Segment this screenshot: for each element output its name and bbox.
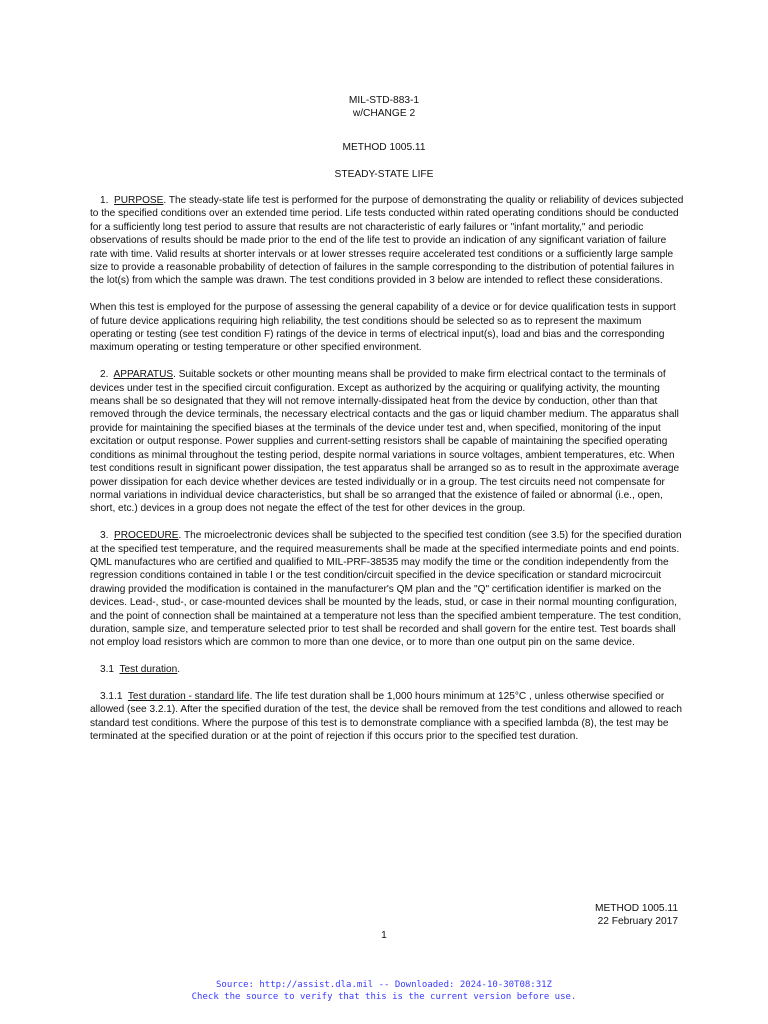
section-heading-procedure: PROCEDURE (114, 530, 179, 542)
section-number: 3.1.1 (100, 690, 123, 702)
source-notice (0, 980, 768, 1003)
section-heading-apparatus: APPARATUS (113, 369, 174, 381)
source-line-1: Source: http://assist.dla.mil -- Downloaded: 2024-10-30T08:31Z (216, 980, 552, 990)
footer-method: METHOD 1005.11 (594, 903, 678, 914)
footer-method-block (595, 902, 678, 929)
section-heading-purpose: PURPOSE (114, 195, 164, 206)
procedure-text: . The microelectronic devices shall be subjected to the specified test condition (see 3.5) for the specified duration at the specified test temperature, and the required measurements shall be made at the specified intermediate points and end points. QML manufactures who are certified and qualified to MIL-PRF-38535 may modify the time or the condition independently from the regression conditions contained in table I or the test condition/circuit specified in the device specification or standard microcircuit drawing provided the modification is contained in the manufacturer's QM plan and the "Q" certification identifier is marked on the devices. Lead-, stud-, or case-mounted devices shall be mounted by the leads, stud, or case in their normal mounting configuration, and the point of connection shall be maintained at a temperature not less than the specified ambient temperature. The test condition, duration, sample size, and temperature selected prior to test shall be recorded and shall govern for the entire test. Test boards shall not employ load resistors which are common to more than one device, or to more than one output pin on the same device. (90, 530, 682, 649)
document-body (90, 194, 686, 757)
subsection-3-1-1 (90, 690, 686, 744)
purpose-paragraph-2: When this test is employed for the purpose of assessing the general capability of a device or for device qualification tests in support of future device applications requiring high reliability, the test conditions should be selected so as to represent the maximum operating or testing (see test condition F) ratings of the device in terms of electrical input(s), load and bias and the corresponding maximum operating or testing temperature or other specified environment. (90, 302, 676, 354)
purpose-paragraph (90, 194, 686, 288)
subsection-3-1 (90, 663, 686, 676)
section-number: 3. (100, 530, 109, 542)
method-number: METHOD 1005.11 (342, 142, 426, 153)
page-number: 1 (381, 930, 387, 941)
footer-date: 22 February 2017 (597, 916, 678, 928)
section-heading-test-duration: Test duration (119, 664, 178, 676)
section-number: 1. (100, 195, 109, 206)
purpose-text: . The steady-state life test is performed for the purpose of demonstrating the quality or reliability of devices subjected to the specified conditions over an extended time period. Life tests conducted within rated operating conditions should be conducted for a sufficiently long test period to assure that results are not characteristic of early failures or "infant mortality," and periodic observations of results should be made prior to the end of the life test to provide an indication of any significant variation of failure rate with time. Valid results at shorter intervals or at lower stresses require accelerated test conditions or a sufficiently large sample size to provide a reasonable probability of detection of failures in the sample corresponding to the distribution of potential failures in the lot(s) from which the sample was drawn. The test conditions provided in 3 below are intended to reflect these considerations. (90, 195, 684, 287)
section-number: 2. (100, 369, 109, 381)
apparatus-paragraph (90, 368, 686, 515)
change-number: w/CHANGE 2 (352, 108, 416, 119)
apparatus-text: . Suitable sockets or other mounting means shall be provided to make firm electrical contact to the terminals of devices under test in the specified circuit configuration. Except as authorized by the acquiring or qualifying activity, the mounting means shall be so designated that they will not remove internally-dissipated heat from the device by conduction, other than that removed through the device terminals, the necessary electrical contacts and the gas or liquid chamber medium. The apparatus shall provide for maintaining the specified biases at the terminals of the device under test and, when specified, monitoring of the input excitation or output response. Power supplies and current-setting resistors shall be capable of maintaining the specified operating conditions as minimal throughout the testing period, despite normal variations in source voltages, ambient temperatures, etc. When test conditions result in significant power dissipation, the test apparatus shall be arranged so as to result in the approximate average power dissipation for each device whether devices are tested individually or in a group. The test circuits need not compensate for normal variations in individual device characteristics, but shall be so arranged that the existence of failed or abnormal (i.e., open, short, etc.) devices in a group does not negate the effect of the test for other devices in the group. (90, 369, 680, 515)
procedure-paragraph (90, 529, 686, 650)
section-heading-standard-life: Test duration - standard life (127, 690, 250, 702)
standard-number: MIL-STD-883-1 (348, 95, 420, 106)
document-title: STEADY-STATE LIFE (334, 169, 434, 180)
standard-life-text: . The life test duration shall be 1,000 hours minimum at 125°C , unless otherwise specified or allowed (see 3.2.1). After the specified duration of the test, the device shall be removed from the test conditions and allowed to reach standard test conditions. Where the purpose of this test is to demonstrate compliance with a specified lambda (8), the test may be terminated at the specified duration or at the point of rejection if this occurs prior to the specified test duration. (90, 690, 682, 743)
source-line-2: Check the source to verify that this is the current version before use. (191, 991, 577, 1002)
subsection-punct: . (177, 664, 181, 676)
section-number: 3.1 (100, 664, 115, 676)
